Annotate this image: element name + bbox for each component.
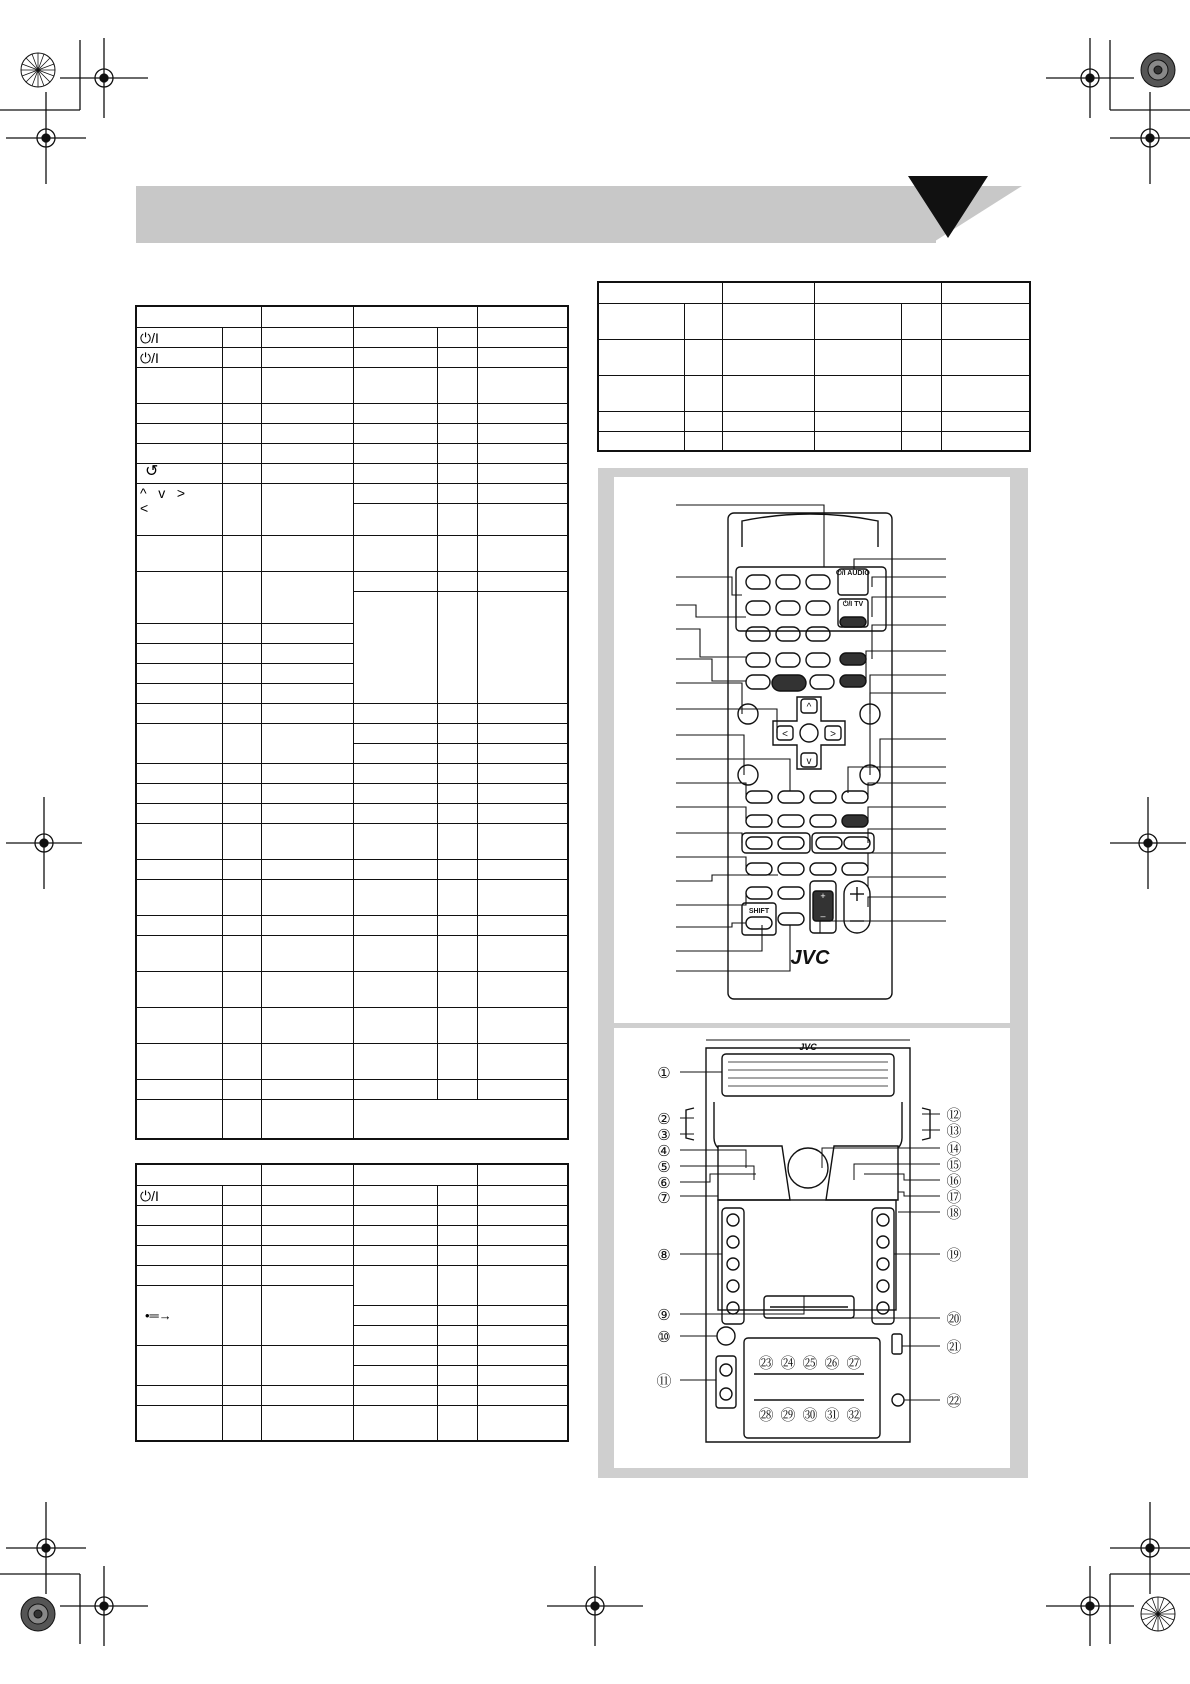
callout-20: ⑳ <box>946 1311 962 1328</box>
svg-text:>: > <box>830 729 836 740</box>
continue-arrow-icon <box>908 176 988 238</box>
power-symbol: ⏻/I <box>136 347 222 367</box>
shift-label: SHIFT <box>748 908 770 915</box>
callout-26: ㉖ <box>824 1355 840 1372</box>
main-unit-diagram <box>614 1028 1010 1468</box>
callout-8: ⑧ <box>657 1247 671 1264</box>
callout-2: ② <box>657 1111 671 1128</box>
power-symbol: ⏻/I <box>136 1185 222 1205</box>
cursor-left-symbol: < <box>140 499 149 516</box>
callout-11: ⑪ <box>656 1373 672 1390</box>
audio-power-label: ⏻/I AUDIO <box>836 570 870 577</box>
callout-6: ⑥ <box>657 1175 671 1192</box>
svg-text:v: v <box>806 756 812 767</box>
callout-21: ㉑ <box>946 1339 962 1356</box>
callout-18: ⑱ <box>946 1205 962 1222</box>
vol-minus-label: – <box>820 911 826 921</box>
callout-1: ① <box>657 1065 671 1082</box>
callout-17: ⑰ <box>946 1189 962 1206</box>
repeat-icon: ↺ <box>136 463 222 483</box>
callout-31: ㉛ <box>824 1407 840 1424</box>
callout-32: ㉜ <box>846 1407 862 1424</box>
svg-text:<: < <box>782 729 788 740</box>
callout-15: ⑮ <box>946 1157 962 1174</box>
callout-22: ㉒ <box>946 1393 962 1410</box>
unit-parts-table <box>135 1163 569 1442</box>
remote-parts-table <box>135 305 569 1140</box>
callout-7: ⑦ <box>657 1190 671 1207</box>
vol-plus-label: + <box>820 891 826 901</box>
callout-28: ㉘ <box>758 1407 774 1424</box>
callout-14: ⑭ <box>946 1141 962 1158</box>
cursor-down-symbol: v <box>158 484 166 501</box>
cursor-right-symbol: > <box>176 484 186 501</box>
callout-5: ⑤ <box>657 1159 671 1176</box>
remote-control-diagram <box>614 477 1010 1023</box>
callout-25: ㉕ <box>802 1355 818 1372</box>
remote-brand-logo: JVC <box>790 947 830 969</box>
section-banner <box>136 186 936 243</box>
usb-icon: •═→ <box>145 1307 172 1323</box>
callout-10: ⑩ <box>657 1329 671 1346</box>
callout-12: ⑫ <box>946 1107 962 1124</box>
callout-16: ⑯ <box>946 1173 962 1190</box>
cursor-up-symbol: ^ <box>140 484 147 501</box>
callout-19: ⑲ <box>946 1247 962 1264</box>
callout-27: ㉗ <box>846 1355 862 1372</box>
callout-13: ⑬ <box>946 1123 962 1140</box>
callout-30: ㉚ <box>802 1407 818 1424</box>
function-table <box>597 281 1031 452</box>
callout-29: ㉙ <box>780 1407 796 1424</box>
callout-3: ③ <box>657 1127 671 1144</box>
callout-23: ㉓ <box>758 1355 774 1372</box>
callout-24: ㉔ <box>780 1355 796 1372</box>
callout-4: ④ <box>657 1143 671 1160</box>
power-symbol: ⏻/I <box>136 327 222 347</box>
unit-brand-logo: JVC <box>799 1042 817 1052</box>
tv-power-label: ⏻/I TV <box>842 601 864 608</box>
svg-text:^: ^ <box>806 702 812 713</box>
callout-9: ⑨ <box>657 1307 671 1324</box>
